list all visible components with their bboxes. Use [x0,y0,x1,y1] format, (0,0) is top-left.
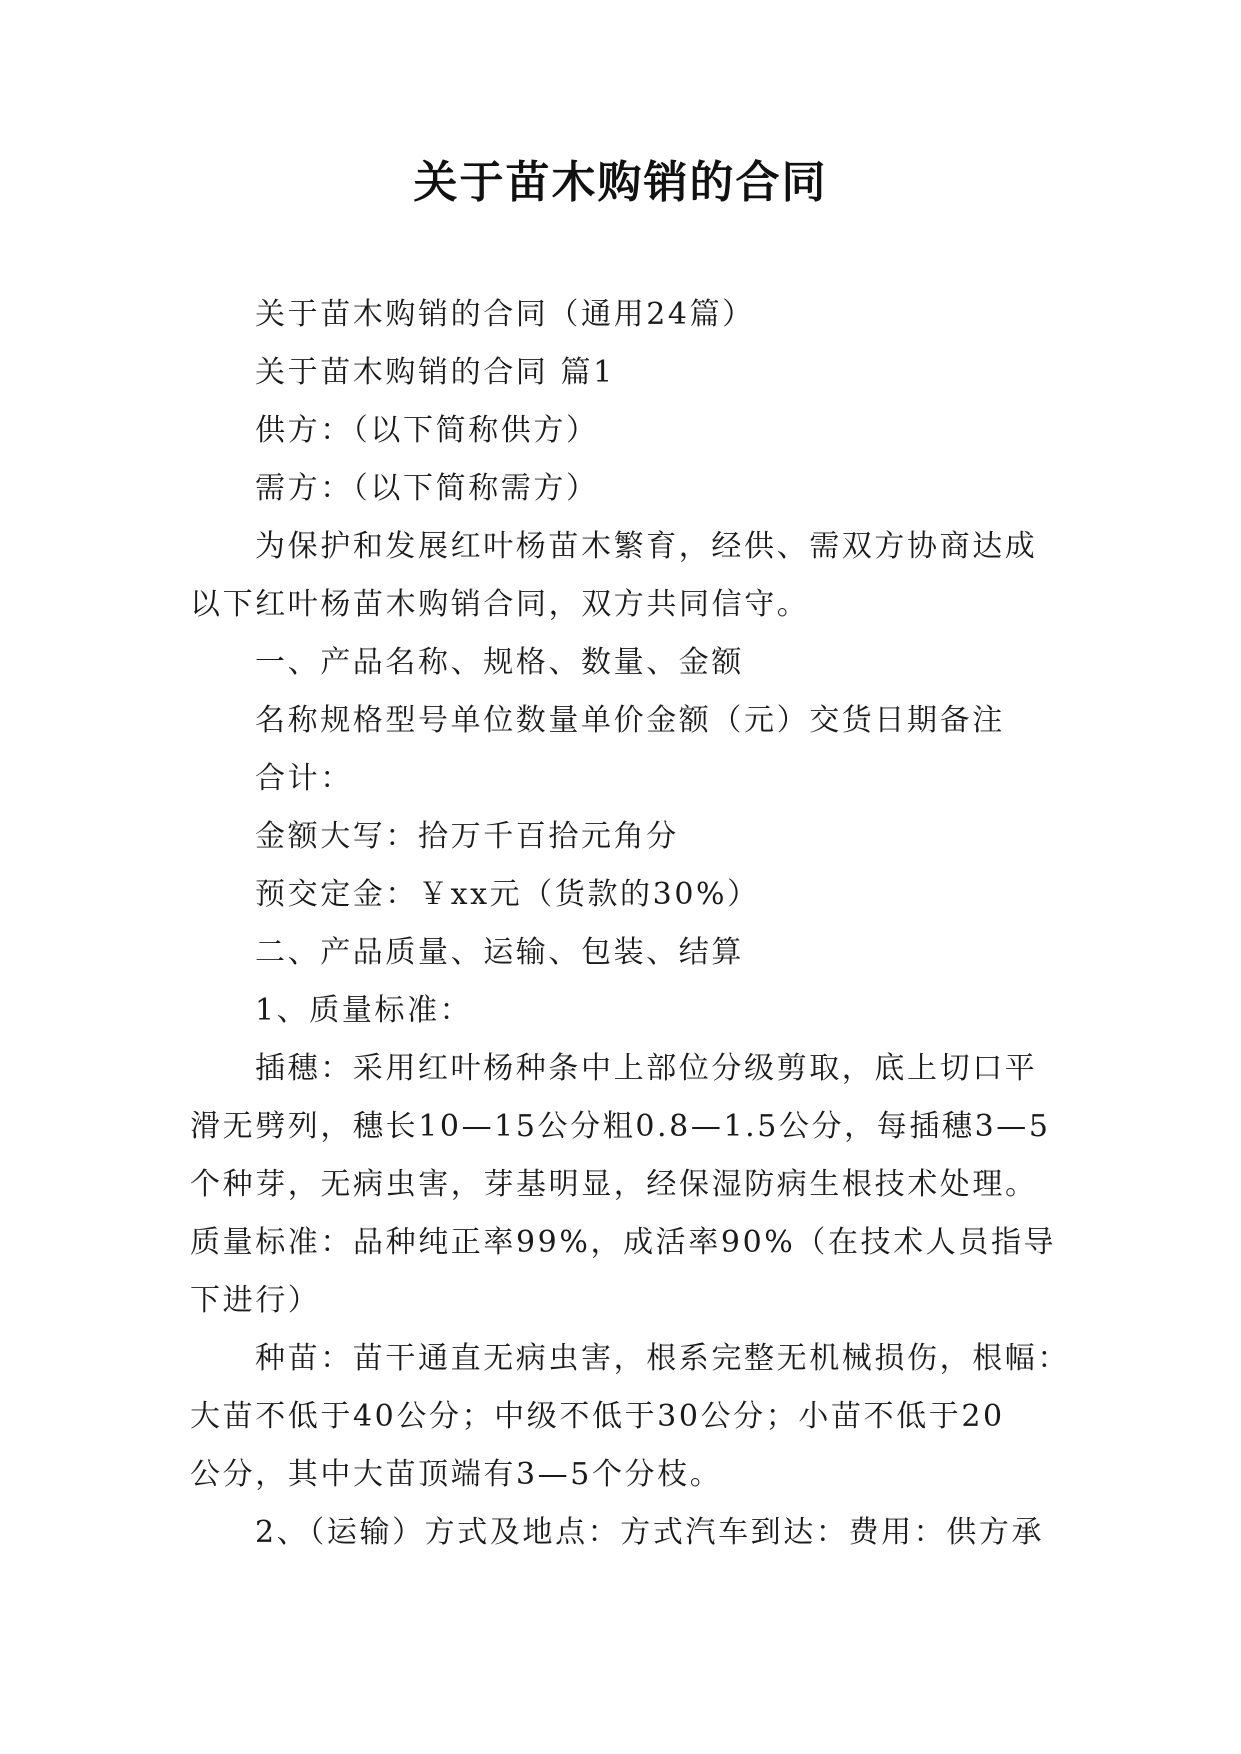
paragraph-line: 公分，其中大苗顶端有3—5个分枝。 [190,1457,723,1492]
section-heading: 二、产品质量、运输、包装、结算 [255,935,744,970]
paragraph-line: 金额大写：拾万千百拾元角分 [255,819,679,854]
paragraph-line: 种苗：苗干通直无病虫害，根系完整无机械损伤，根幅： [255,1341,1070,1376]
paragraph-line: 1、质量标准： [255,993,473,1028]
document-title: 关于苗木购销的合同 [413,157,828,208]
paragraph-line: 以下红叶杨苗木购销合同，双方共同信守。 [190,587,810,622]
paragraph-line: 供方：（以下简称供方） [255,413,599,448]
paragraph-line: 合计： [255,761,353,796]
paragraph-line: 滑无劈列，穗长10—15公分粗0.8—1.5公分，每插穗3—5 [190,1109,1051,1144]
paragraph-line: 插穗：采用红叶杨种条中上部位分级剪取，底上切口平 [255,1051,1038,1086]
paragraph-line: 需方：（以下简称需方） [255,471,599,506]
paragraph-line: 关于苗木购销的合同 篇1 [255,355,615,390]
paragraph-line: 质量标准：品种纯正率99%，成活率90%（在技术人员指导 [190,1225,1057,1260]
paragraph-line: 预交定金：￥xx元（货款的30%） [255,877,760,912]
paragraph-line: 关于苗木购销的合同（通用24篇） [255,297,755,332]
paragraph-line: 为保护和发展红叶杨苗木繁育，经供、需双方协商达成 [255,529,1038,564]
paragraph-line: 个种芽，无病虫害，芽基明显，经保湿防病生根技术处理。 [190,1167,1038,1202]
paragraph-line: 2、（运输）方式及地点：方式汽车到达：费用：供方承 [255,1515,1045,1550]
section-heading: 一、产品名称、规格、数量、金额 [255,645,744,680]
paragraph-line: 大苗不低于40公分；中级不低于30公分；小苗不低于20 [190,1399,1005,1434]
document-body [190,286,1070,1562]
paragraph-line: 下进行） [190,1283,321,1318]
paragraph-line: 名称规格型号单位数量单价金额（元）交货日期备注 [255,703,1005,738]
